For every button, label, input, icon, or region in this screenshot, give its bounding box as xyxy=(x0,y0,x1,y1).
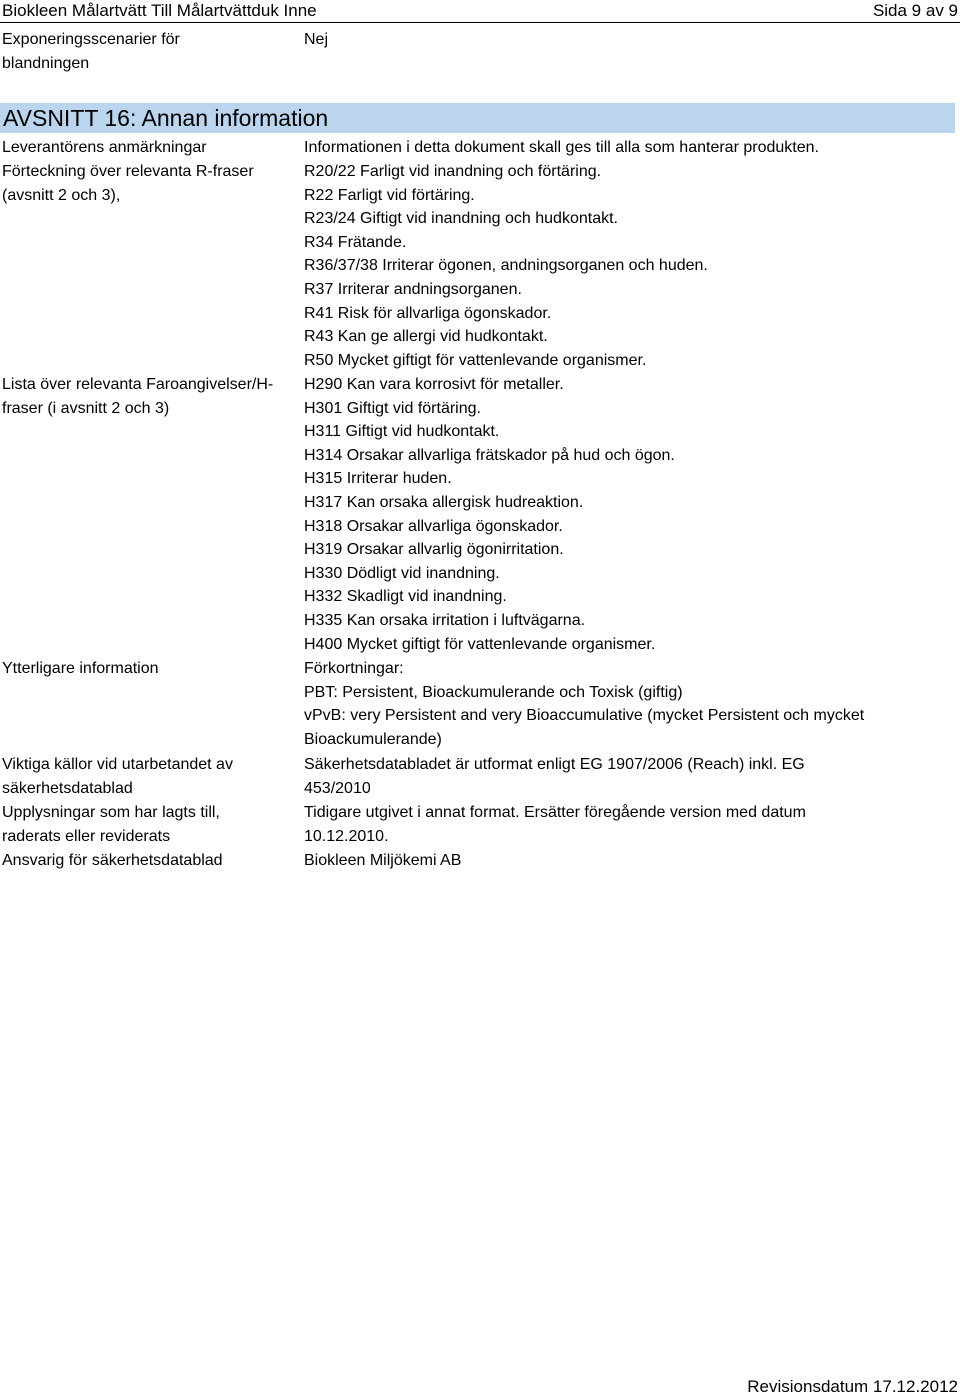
r-phrase-item: R36/37/38 Irriterar ögonen, andningsorganen och huden. xyxy=(304,257,708,275)
h-phrase-item: H332 Skadligt vid inandning. xyxy=(304,588,507,606)
exposure-label: Exponeringsscenarier för blandningen xyxy=(2,31,180,72)
supplier-remarks-label: Leverantörens anmärkningar xyxy=(2,139,207,156)
h-phrase-item: H314 Orsakar allvarliga frätskador på hud och ögon. xyxy=(304,446,675,464)
r-phrase-item: R22 Farligt vid förtäring. xyxy=(304,186,475,204)
section-header xyxy=(0,103,955,133)
r-phrase-item: R20/22 Farligt vid inandning och förtäring. xyxy=(304,163,602,180)
section-title: AVSNITT 16: Annan information xyxy=(3,105,329,131)
h-phrase-item: H335 Kan orsaka irritation i luftvägarna. xyxy=(304,611,586,629)
r-phrase-item: R50 Mycket giftigt för vattenlevande organismer. xyxy=(304,351,647,369)
h-phrase-item: H330 Dödligt vid inandning. xyxy=(304,564,500,582)
responsible-label: Ansvarig för säkerhetsdatablad xyxy=(2,852,223,869)
h-phrases-list xyxy=(304,373,954,656)
h-phrase-item: H318 Orsakar allvarliga ögonskador. xyxy=(304,517,563,535)
r-phrase-item: R41 Risk för allvarliga ögonskador. xyxy=(304,304,552,322)
abbreviation-item: vPvB: very Persistent and very Bioaccumulative (mycket Persistent och mycket Bioackumulerande) xyxy=(304,707,865,748)
r-phrase-item: R37 Irriterar andningsorganen. xyxy=(304,280,522,298)
revision-date: Revisionsdatum 17.12.2012 xyxy=(747,1377,958,1396)
abbreviation-item: PBT: Persistent, Bioackumulerande och Toxisk (giftig) xyxy=(304,683,683,701)
changes-value: Tidigare utgivet i annat format. Ersätter föregående version med datum 10.12.2010. xyxy=(304,804,806,845)
supplier-remarks-value: Informationen i detta dokument skall ges till alla som hanterar produkten. xyxy=(304,139,819,156)
document-title: Biokleen Målartvätt Till Målartvättduk Inne xyxy=(2,1,317,20)
r-phrases-label: Förteckning över relevanta R-fraser (avsnitt 2 och 3), xyxy=(2,163,254,204)
h-phrases-label: Lista över relevanta Faroangivelser/H-fraser (i avsnitt 2 och 3) xyxy=(2,376,274,417)
sources-value: Säkerhetsdatabladet är utformat enligt EG 1907/2006 (Reach) inkl. EG 453/2010 xyxy=(304,756,805,797)
r-phrase-item: R43 Kan ge allergi vid hudkontakt. xyxy=(304,328,548,346)
h-phrase-item: H290 Kan vara korrosivt för metaller. xyxy=(304,376,564,393)
h-phrase-item: H400 Mycket giftigt för vattenlevande organismer. xyxy=(304,635,656,653)
additional-info-label: Ytterligare information xyxy=(2,660,159,677)
exposure-value: Nej xyxy=(304,31,329,48)
sources-label: Viktiga källor vid utarbetandet av säkerhetsdatablad xyxy=(2,756,233,797)
h-phrase-item: H317 Kan orsaka allergisk hudreaktion. xyxy=(304,493,584,511)
r-phrase-item: R34 Frätande. xyxy=(304,233,407,251)
h-phrase-item: H301 Giftigt vid förtäring. xyxy=(304,399,481,417)
changes-label: Upplysningar som har lagts till, raderats eller reviderats xyxy=(2,804,220,845)
additional-info-list xyxy=(304,657,924,751)
page-header xyxy=(0,0,960,23)
r-phrases-list xyxy=(304,160,954,372)
h-phrase-item: H319 Orsakar allvarlig ögonirritation. xyxy=(304,541,564,559)
h-phrase-item: H315 Irriterar huden. xyxy=(304,470,452,488)
abbreviations-heading: Förkortningar: xyxy=(304,660,404,677)
responsible-value: Biokleen Miljökemi AB xyxy=(304,852,462,869)
page-number: Sida 9 av 9 xyxy=(872,1,958,20)
r-phrase-item: R23/24 Giftigt vid inandning och hudkontakt. xyxy=(304,210,618,228)
h-phrase-item: H311 Giftigt vid hudkontakt. xyxy=(304,423,500,441)
